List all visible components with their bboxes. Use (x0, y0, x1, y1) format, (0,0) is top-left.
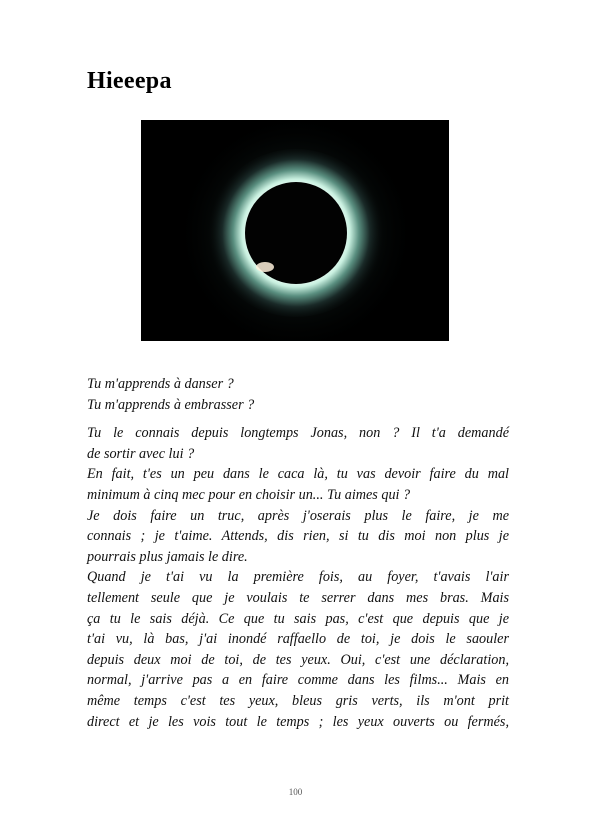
text-line: En fait, t'es un peu dans le caca là, tu vas devoir faire du mal (87, 466, 509, 483)
text-line: Quand je t'ai vu la première fois, au foyer, t'avais l'air (87, 569, 509, 586)
text-line: direct et je les vois tout le temps ; les yeux ouverts ou fermés, (87, 713, 509, 730)
text-line: t'ai vu, là bas, j'ai inondé raffaello de toi, je dois le saouler (87, 631, 509, 648)
page-number: 100 (288, 787, 303, 797)
solar-eclipse-photo (141, 120, 449, 341)
dialogue-line: Tu m'apprends à embrasser ? (87, 396, 255, 413)
text-line: ça tu le sais déjà. Ce que tu sais pas, c'est que depuis que je (87, 610, 509, 627)
text-line: Tu le connais depuis longtemps Jonas, non ? Il t'a demandé (87, 425, 509, 442)
text-line: tellement seule que je voulais te serrer dans mes bras. Mais (87, 589, 509, 606)
eclipse-image (141, 120, 449, 341)
story-text (87, 374, 509, 732)
dialogue-line: Tu m'apprends à danser ? (87, 376, 234, 392)
text-line: de sortir avec lui ? (87, 445, 195, 462)
paragraph (87, 423, 509, 732)
prominence (256, 262, 274, 272)
text-line: même temps c'est tes yeux, bleus gris verts, ils m'ont prit (87, 692, 509, 709)
page-title: Hieeepa (87, 68, 172, 94)
text-line: connais ; je t'aime. Attends, dis rien, si tu dis moi non plus je (87, 528, 509, 545)
text-line: minimum à cinq mec pour en choisir un... Tu aimes qui ? (87, 486, 411, 503)
text-line: pourrais plus jamais le dire. (87, 548, 248, 565)
dialogue-lines (87, 374, 509, 415)
text-line: depuis deux moi de toi, de tes yeux. Oui, c'est une déclaration, (87, 651, 509, 668)
text-line: Je dois faire un truc, après j'oserais plus le faire, je me (87, 507, 509, 524)
text-line: normal, j'arrive pas a en faire comme dans les films... Mais en (87, 672, 509, 689)
